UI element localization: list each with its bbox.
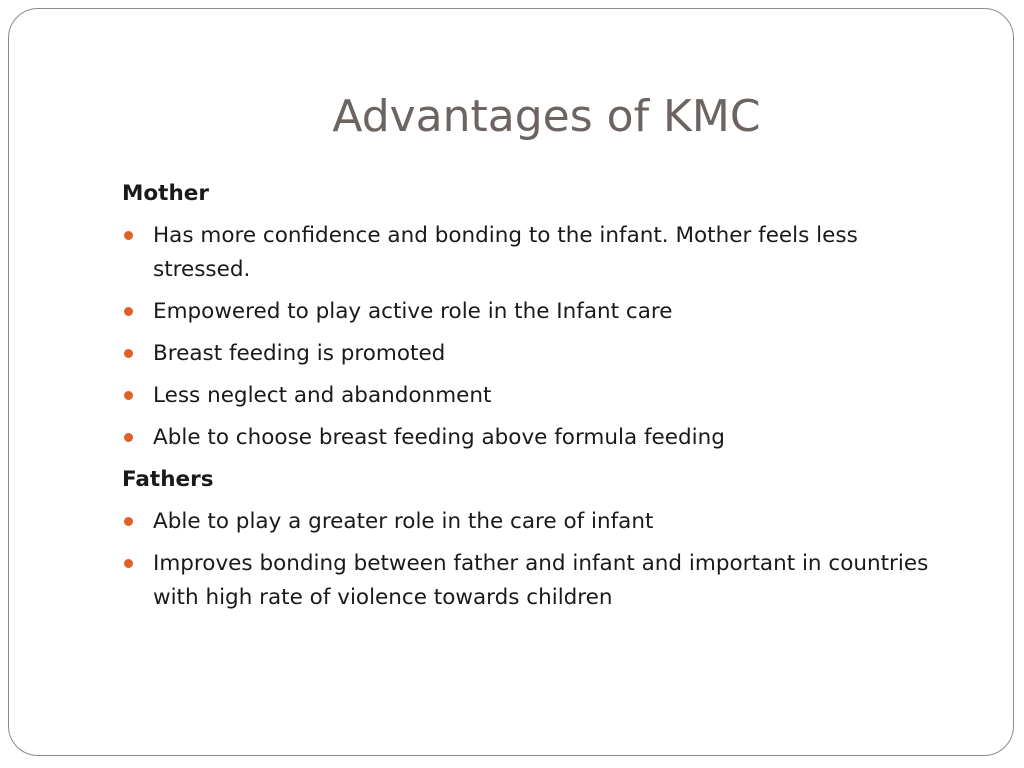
slide-content [122, 177, 942, 623]
bullet-dot-icon [124, 307, 133, 316]
bullet-item [122, 421, 942, 455]
bullet-dot-icon [124, 391, 133, 400]
bullet-dot-icon [124, 559, 133, 568]
bullet-dot-icon [124, 231, 133, 240]
bullet-dot-icon [124, 349, 133, 358]
bullet-text: Empowered to play active role in the Infant care [153, 299, 673, 324]
section-heading-fathers: Fathers [122, 467, 214, 492]
bullet-item [122, 337, 942, 371]
slide-frame [8, 8, 1014, 756]
bullet-text: Improves bonding between father and infant and important in countries with high rate of violence towards children [153, 551, 929, 610]
bullet-item [122, 379, 942, 413]
mother-bullet-list [122, 219, 942, 455]
bullet-item [122, 547, 942, 615]
bullet-text: Breast feeding is promoted [153, 341, 446, 366]
bullet-text: Able to play a greater role in the care of infant [153, 509, 654, 534]
bullet-text: Able to choose breast feeding above formula feeding [153, 425, 725, 450]
bullet-dot-icon [124, 433, 133, 442]
bullet-item [122, 505, 942, 539]
slide-title: Advantages of KMC [332, 91, 761, 142]
bullet-dot-icon [124, 517, 133, 526]
bullet-text: Has more confidence and bonding to the infant. Mother feels less stressed. [153, 223, 858, 282]
bullet-item [122, 219, 942, 287]
bullet-text: Less neglect and abandonment [153, 383, 492, 408]
fathers-bullet-list [122, 505, 942, 615]
bullet-item [122, 295, 942, 329]
section-heading-mother: Mother [122, 181, 209, 206]
